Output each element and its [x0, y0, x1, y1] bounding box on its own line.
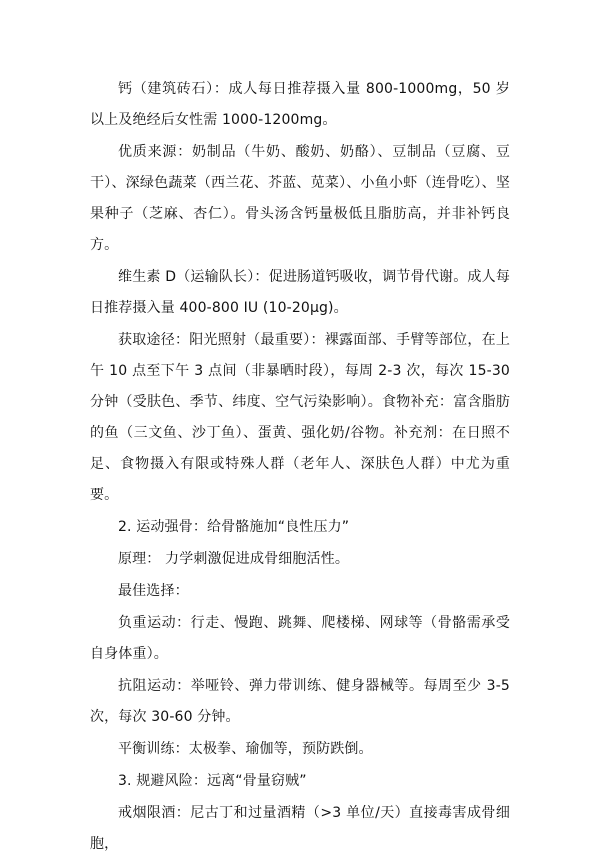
paragraph-smoking-alcohol: 戒烟限酒：尼古丁和过量酒精（>3 单位/天）直接毒害成骨细胞，	[90, 805, 510, 852]
paragraph-vitamin-d-intake: 维生素 D（运输队长）：促进肠道钙吸收，调节骨代谢。成人每日推荐摄入量 400-800 IU (10-20μg)。	[90, 269, 510, 316]
paragraph-vitamin-d-sources: 获取途径：阳光照射（最重要）：裸露面部、手臂等部位，在上午 10 点至下午 3 点间（非暴晒时段），每周 2-3 次，每次 15-30 分钟（受肤色、季节、纬度、空气污染影响）。食物补充：富含脂肪的鱼（三文鱼、沙丁鱼）、蛋黄、强化奶/谷物。补充剂：在日照不足、食物摄入有限或特殊人群（老年人、深肤色人群）中尤为重要。	[90, 332, 510, 503]
paragraph-best-choices: 最佳选择：	[118, 583, 189, 599]
paragraph-balance-training: 平衡训练：太极拳、瑜伽等，预防跌倒。	[118, 741, 373, 757]
paragraph-calcium-intake: 钙（建筑砖石）：成人每日推荐摄入量 800-1000mg，50 岁以上及绝经后女性需 1000-1200mg。	[90, 81, 510, 128]
heading-exercise: 2. 运动强骨：给骨骼施加“良性压力”	[118, 519, 350, 535]
document-body	[90, 74, 510, 860]
heading-risk-avoidance: 3. 规避风险：远离“骨量窃贼”	[118, 773, 307, 789]
paragraph-exercise-principle: 原理： 力学刺激促进成骨细胞活性。	[118, 551, 349, 567]
paragraph-calcium-sources: 优质来源：奶制品（牛奶、酸奶、奶酪）、豆制品（豆腐、豆干）、深绿色蔬菜（西兰花、芥蓝、苋菜）、小鱼小虾（连骨吃）、坚果种子（芝麻、杏仁）。骨头汤含钙量极低且脂肪高，并非补钙良方。	[90, 144, 510, 253]
paragraph-weight-bearing: 负重运动：行走、慢跑、跳舞、爬楼梯、网球等（骨骼需承受自身体重）。	[90, 615, 510, 662]
paragraph-resistance-training: 抗阻运动：举哑铃、弹力带训练、健身器械等。每周至少 3-5 次，每次 30-60 分钟。	[90, 678, 510, 725]
